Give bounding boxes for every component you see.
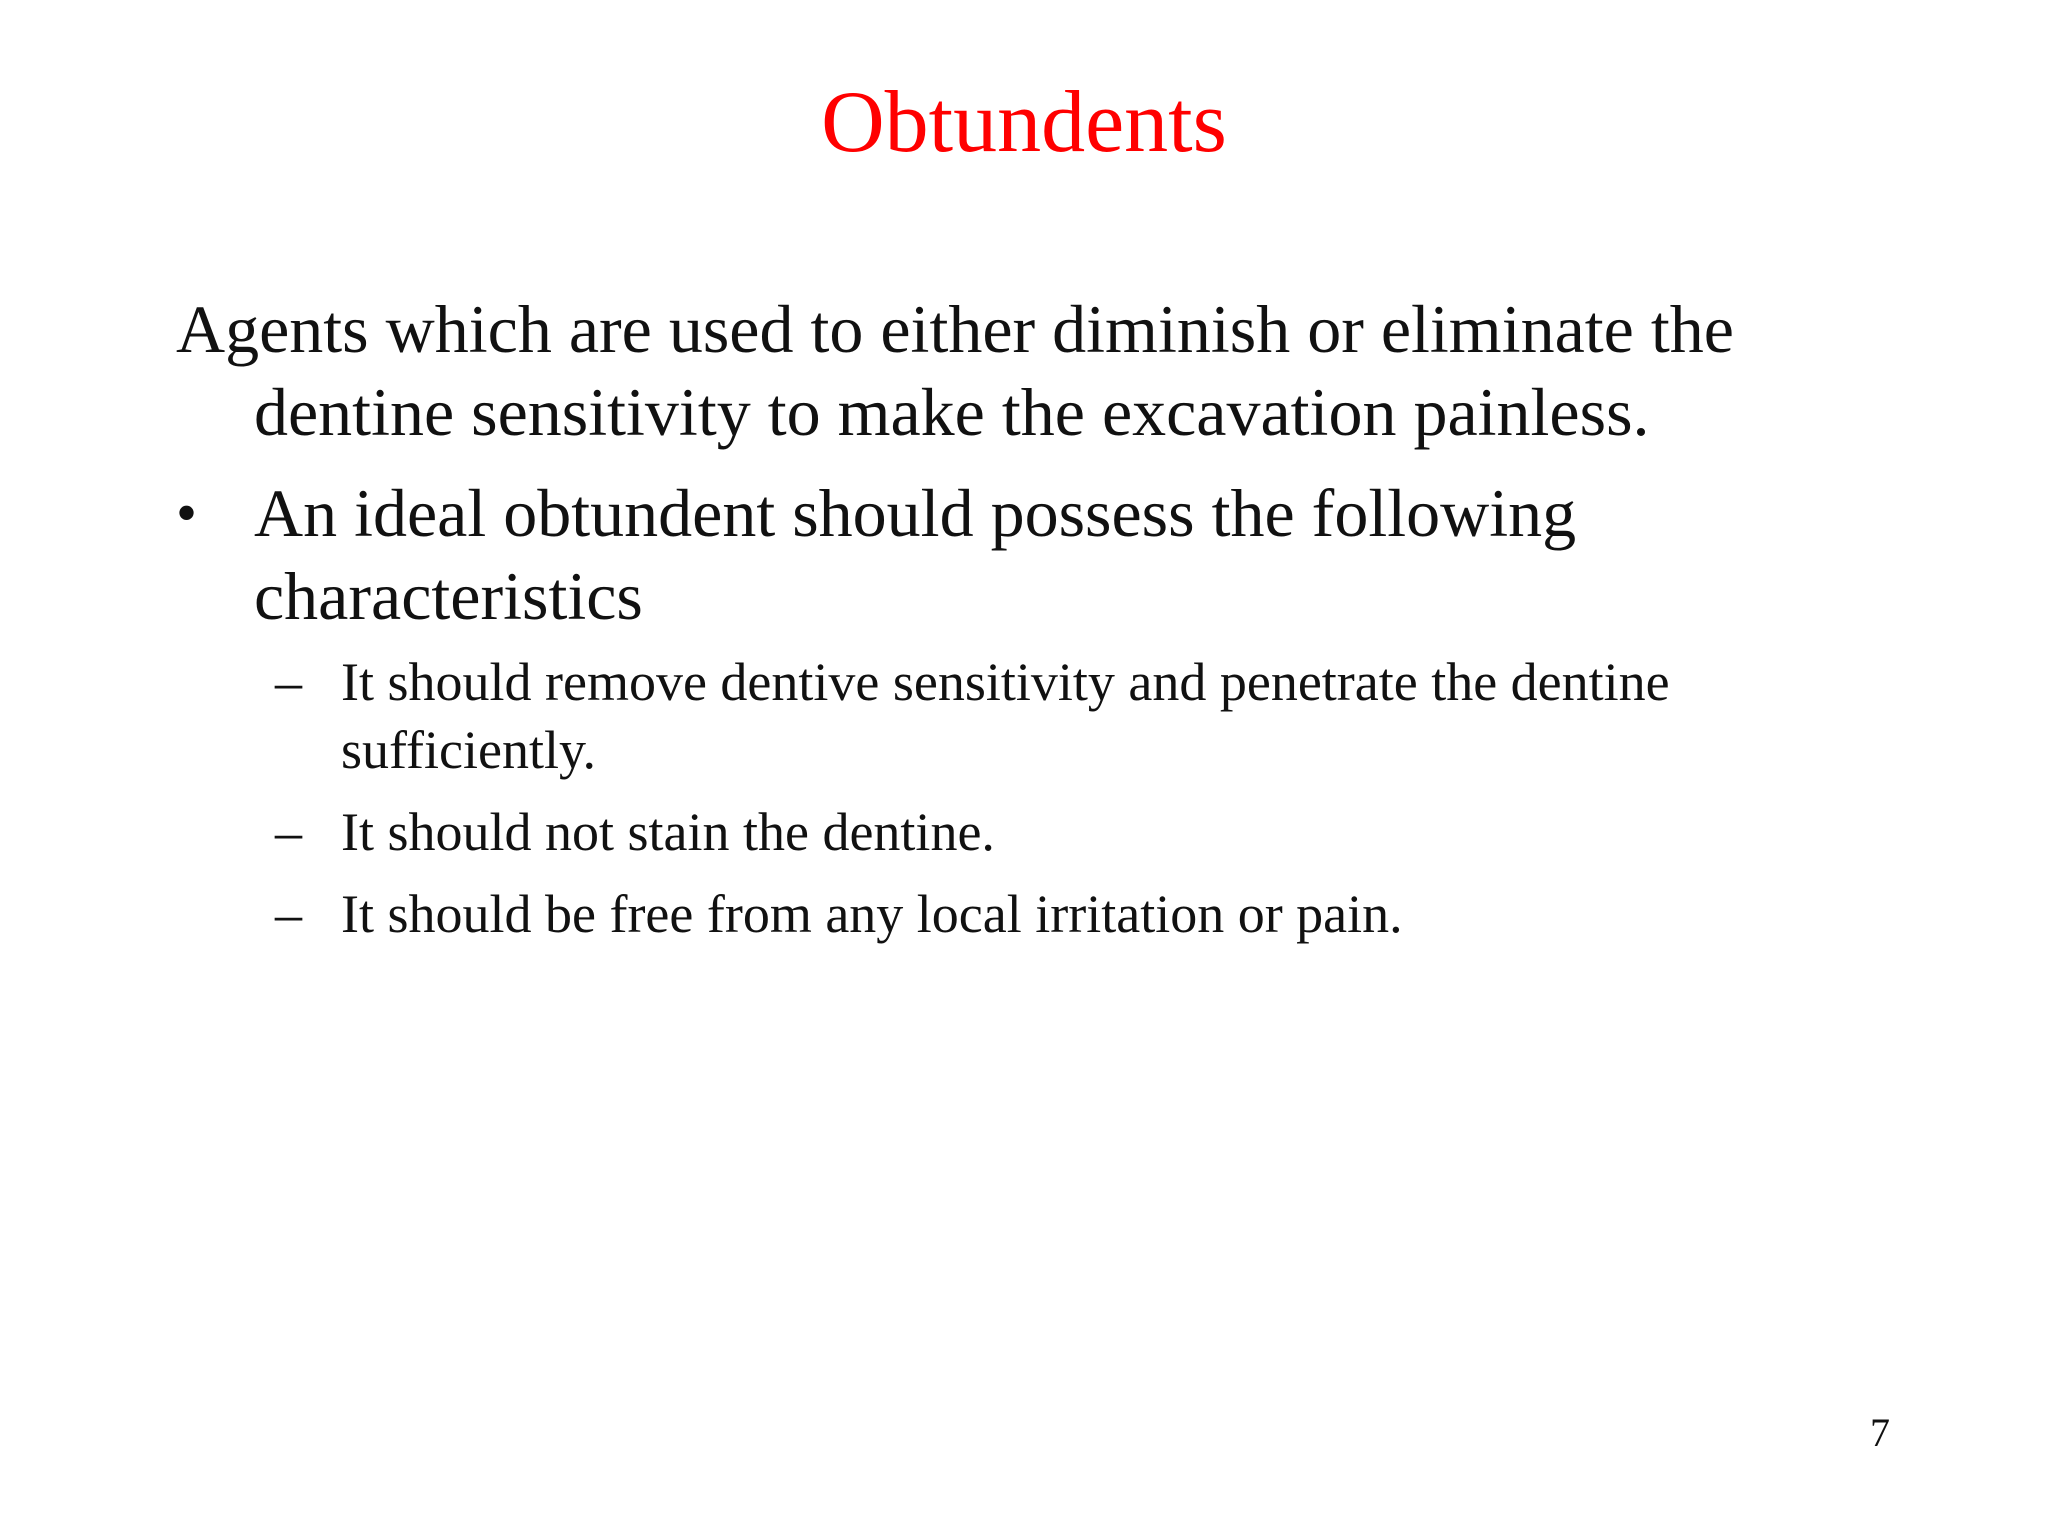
bullet-text: An ideal obtundent should possess the following characteristics <box>254 475 1577 634</box>
sub-bullet-marker: – <box>275 884 302 944</box>
sub-bullet-marker: – <box>275 802 302 862</box>
sub-bullet-text: It should be free from any local irritation or pain. <box>341 884 1403 944</box>
intro-paragraph: Agents which are used to either diminish or eliminate the dentine sensitivity to make the excavation painless. <box>176 291 1734 450</box>
page-number: 7 <box>1870 1410 1890 1455</box>
bullet-marker: • <box>176 480 198 546</box>
sub-bullet-text: It should remove dentive sensitivity and penetrate the dentine sufficiently. <box>341 652 1670 780</box>
sub-bullet-marker: – <box>275 652 302 712</box>
slide-title: Obtundents <box>821 74 1227 171</box>
sub-bullet-text: It should not stain the dentine. <box>341 802 995 862</box>
